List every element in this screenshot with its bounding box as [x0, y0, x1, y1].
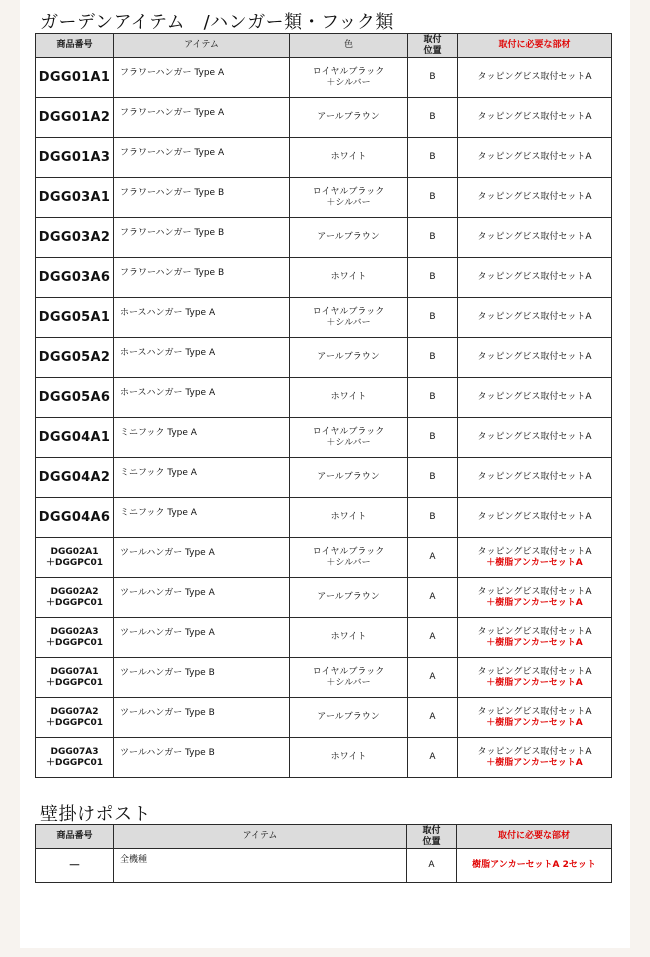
- cell-position: B: [408, 178, 458, 218]
- cell-item: 全機種: [114, 849, 407, 883]
- cell-color: [290, 578, 408, 618]
- code-line2: ＋DGGPC01: [46, 637, 103, 648]
- header-item: アイテム: [114, 34, 290, 58]
- cell-position: A: [408, 538, 458, 578]
- cell-code: DGG04A6: [36, 498, 114, 538]
- table-row: [36, 298, 612, 338]
- cell-parts: [458, 498, 612, 538]
- cell-position: B: [408, 138, 458, 178]
- color-line2: ＋シルバー: [326, 677, 371, 688]
- cell-position: A: [408, 658, 458, 698]
- cell-parts: [458, 378, 612, 418]
- cell-color: [290, 538, 408, 578]
- cell-code: [36, 578, 114, 618]
- cell-parts: [458, 218, 612, 258]
- code-line2: ＋DGGPC01: [46, 757, 103, 768]
- cell-item: ミニフック Type A: [114, 458, 290, 498]
- color-line1: アールブラウン: [317, 112, 380, 122]
- code-line1: DGG02A3: [50, 626, 99, 637]
- table-row: [36, 138, 612, 178]
- cell-item: ツールハンガー Type B: [114, 658, 290, 698]
- color-line1: ロイヤルブラック: [312, 186, 385, 197]
- cell-color: [290, 98, 408, 138]
- header-position-line2: 位置: [422, 836, 441, 847]
- code-line1: DGG07A1: [50, 666, 99, 677]
- parts-line2: ＋樹脂アンカーセットA: [486, 637, 583, 648]
- cell-color: [290, 418, 408, 458]
- table-row: [36, 658, 612, 698]
- header-item: アイテム: [114, 825, 407, 849]
- cell-item: フラワーハンガー Type A: [114, 138, 290, 178]
- cell-parts: [458, 298, 612, 338]
- parts-line1: タッピングビス取付セットA: [477, 152, 592, 162]
- parts-line1: タッピングビス取付セットA: [477, 272, 592, 282]
- color-line1: ホワイト: [330, 152, 367, 162]
- cell-code: [36, 738, 114, 778]
- cell-code: DGG03A1: [36, 178, 114, 218]
- table-row: [36, 618, 612, 658]
- color-line1: ホワイト: [330, 632, 367, 642]
- table-row: [36, 418, 612, 458]
- color-line2: ＋シルバー: [326, 557, 371, 568]
- cell-parts: [458, 578, 612, 618]
- cell-position: B: [408, 258, 458, 298]
- parts-line1: タッピングビス取付セットA: [477, 626, 592, 637]
- table-row: [36, 378, 612, 418]
- table-row: [36, 738, 612, 778]
- color-line1: ホワイト: [330, 392, 367, 402]
- color-line1: アールブラウン: [317, 352, 380, 362]
- cell-position: A: [408, 738, 458, 778]
- cell-position: B: [408, 298, 458, 338]
- cell-position: B: [408, 98, 458, 138]
- parts-line1: タッピングビス取付セットA: [477, 392, 592, 402]
- parts-line1: タッピングビス取付セットA: [477, 512, 592, 522]
- cell-item: ツールハンガー Type A: [114, 538, 290, 578]
- parts-line1: タッピングビス取付セットA: [477, 586, 592, 597]
- table-row: [36, 58, 612, 98]
- cell-parts: [458, 58, 612, 98]
- code-line1: DGG02A1: [50, 546, 99, 557]
- color-line2: ＋シルバー: [326, 317, 371, 328]
- cell-parts: [458, 458, 612, 498]
- header-code: 商品番号: [36, 34, 114, 58]
- cell-position: A: [408, 618, 458, 658]
- cell-color: [290, 178, 408, 218]
- cell-color: [290, 658, 408, 698]
- cell-parts: [458, 418, 612, 458]
- cell-color: [290, 298, 408, 338]
- cell-color: [290, 258, 408, 298]
- header-position: [407, 825, 457, 849]
- table-row: [36, 458, 612, 498]
- parts-line1: タッピングビス取付セットA: [477, 666, 592, 677]
- parts-line2: ＋樹脂アンカーセットA: [486, 677, 583, 688]
- cell-code: －: [36, 849, 114, 883]
- cell-color: [290, 218, 408, 258]
- cell-parts: [458, 178, 612, 218]
- color-line2: ＋シルバー: [326, 197, 371, 208]
- color-line1: ロイヤルブラック: [312, 306, 385, 317]
- cell-code: DGG04A1: [36, 418, 114, 458]
- cell-parts: [458, 338, 612, 378]
- header-position-line1: 取付: [422, 825, 441, 836]
- cell-code: DGG05A6: [36, 378, 114, 418]
- cell-code: [36, 658, 114, 698]
- cell-parts: [458, 98, 612, 138]
- cell-code: DGG01A1: [36, 58, 114, 98]
- cell-position: B: [408, 418, 458, 458]
- cell-code: [36, 538, 114, 578]
- table-row: [36, 538, 612, 578]
- cell-item: ホースハンガー Type A: [114, 378, 290, 418]
- color-line1: アールブラウン: [317, 712, 380, 722]
- cell-color: [290, 738, 408, 778]
- cell-color: [290, 138, 408, 178]
- color-line1: アールブラウン: [317, 232, 380, 242]
- cell-code: DGG01A3: [36, 138, 114, 178]
- parts-line1: タッピングビス取付セットA: [477, 192, 592, 202]
- header-parts: 取付に必要な部材: [458, 34, 612, 58]
- cell-color: [290, 58, 408, 98]
- table-header-row: [36, 825, 612, 849]
- table-row: [36, 98, 612, 138]
- cell-position: A: [407, 849, 457, 883]
- cell-code: [36, 618, 114, 658]
- cell-color: [290, 618, 408, 658]
- cell-color: [290, 698, 408, 738]
- table-row: [36, 178, 612, 218]
- section-title-wall-post: 壁掛けポスト: [40, 804, 151, 825]
- section-title-garden-items: ガーデンアイテム /ハンガー類・フック類: [40, 12, 394, 33]
- cell-item: ツールハンガー Type B: [114, 738, 290, 778]
- parts-line1: タッピングビス取付セットA: [477, 72, 592, 82]
- cell-parts: [458, 658, 612, 698]
- cell-item: フラワーハンガー Type B: [114, 258, 290, 298]
- header-code: 商品番号: [36, 825, 114, 849]
- table-row: [36, 338, 612, 378]
- cell-item: ミニフック Type A: [114, 418, 290, 458]
- cell-item: フラワーハンガー Type B: [114, 178, 290, 218]
- table-row: [36, 498, 612, 538]
- table-row: [36, 698, 612, 738]
- color-line1: アールブラウン: [317, 472, 380, 482]
- table-row: [36, 258, 612, 298]
- parts-line1: タッピングビス取付セットA: [477, 232, 592, 242]
- cell-item: ミニフック Type A: [114, 498, 290, 538]
- color-line1: ホワイト: [330, 752, 367, 762]
- header-color: 色: [290, 34, 408, 58]
- color-line1: ロイヤルブラック: [312, 546, 385, 557]
- cell-parts: [458, 258, 612, 298]
- cell-parts: [458, 738, 612, 778]
- header-position-line2: 位置: [423, 45, 442, 56]
- cell-parts: [458, 538, 612, 578]
- cell-item: ツールハンガー Type A: [114, 618, 290, 658]
- color-line1: ロイヤルブラック: [312, 666, 385, 677]
- garden-items-body: [36, 58, 612, 778]
- cell-code: DGG03A6: [36, 258, 114, 298]
- cell-code: DGG05A1: [36, 298, 114, 338]
- cell-position: B: [408, 338, 458, 378]
- parts-line2: ＋樹脂アンカーセットA: [486, 757, 583, 768]
- header-position: [408, 34, 458, 58]
- cell-position: B: [408, 58, 458, 98]
- parts-line2: ＋樹脂アンカーセットA: [486, 717, 583, 728]
- cell-position: A: [408, 578, 458, 618]
- cell-parts: 樹脂アンカーセットA 2セット: [457, 849, 612, 883]
- parts-line1: タッピングビス取付セットA: [477, 352, 592, 362]
- color-line1: ロイヤルブラック: [312, 66, 385, 77]
- cell-position: B: [408, 458, 458, 498]
- code-line1: DGG07A2: [50, 706, 99, 717]
- parts-line1: タッピングビス取付セットA: [477, 546, 592, 557]
- cell-code: DGG01A2: [36, 98, 114, 138]
- color-line2: ＋シルバー: [326, 437, 371, 448]
- cell-position: B: [408, 378, 458, 418]
- parts-line1: タッピングビス取付セットA: [477, 746, 592, 757]
- garden-items-table: [35, 33, 612, 778]
- code-line2: ＋DGGPC01: [46, 597, 103, 608]
- parts-line2: ＋樹脂アンカーセットA: [486, 557, 583, 568]
- color-line1: ロイヤルブラック: [312, 426, 385, 437]
- cell-color: [290, 458, 408, 498]
- parts-line1: タッピングビス取付セットA: [477, 312, 592, 322]
- cell-item: ホースハンガー Type A: [114, 338, 290, 378]
- code-line1: DGG02A2: [50, 586, 99, 597]
- cell-parts: [458, 698, 612, 738]
- cell-parts: [458, 138, 612, 178]
- cell-code: DGG04A2: [36, 458, 114, 498]
- cell-item: ツールハンガー Type A: [114, 578, 290, 618]
- wall-post-table: [35, 824, 612, 883]
- header-parts: 取付に必要な部材: [457, 825, 612, 849]
- cell-color: [290, 338, 408, 378]
- cell-position: A: [408, 698, 458, 738]
- table-row: [36, 218, 612, 258]
- parts-line1: タッピングビス取付セットA: [477, 112, 592, 122]
- cell-item: フラワーハンガー Type B: [114, 218, 290, 258]
- parts-line1: タッピングビス取付セットA: [477, 472, 592, 482]
- table-header-row: [36, 34, 612, 58]
- code-line2: ＋DGGPC01: [46, 717, 103, 728]
- table-row: [36, 849, 612, 883]
- cell-item: フラワーハンガー Type A: [114, 58, 290, 98]
- cell-item: ホースハンガー Type A: [114, 298, 290, 338]
- color-line1: ホワイト: [330, 272, 367, 282]
- color-line1: アールブラウン: [317, 592, 380, 602]
- parts-line2: ＋樹脂アンカーセットA: [486, 597, 583, 608]
- cell-code: [36, 698, 114, 738]
- cell-color: [290, 498, 408, 538]
- header-position-line1: 取付: [423, 34, 442, 45]
- cell-parts: [458, 618, 612, 658]
- table-row: [36, 578, 612, 618]
- cell-code: DGG05A2: [36, 338, 114, 378]
- cell-color: [290, 378, 408, 418]
- color-line2: ＋シルバー: [326, 77, 371, 88]
- color-line1: ホワイト: [330, 512, 367, 522]
- cell-position: B: [408, 498, 458, 538]
- cell-position: B: [408, 218, 458, 258]
- cell-item: ツールハンガー Type B: [114, 698, 290, 738]
- code-line1: DGG07A3: [50, 746, 99, 757]
- code-line2: ＋DGGPC01: [46, 557, 103, 568]
- code-line2: ＋DGGPC01: [46, 677, 103, 688]
- cell-item: フラワーハンガー Type A: [114, 98, 290, 138]
- parts-line1: タッピングビス取付セットA: [477, 432, 592, 442]
- cell-code: DGG03A2: [36, 218, 114, 258]
- parts-line1: タッピングビス取付セットA: [477, 706, 592, 717]
